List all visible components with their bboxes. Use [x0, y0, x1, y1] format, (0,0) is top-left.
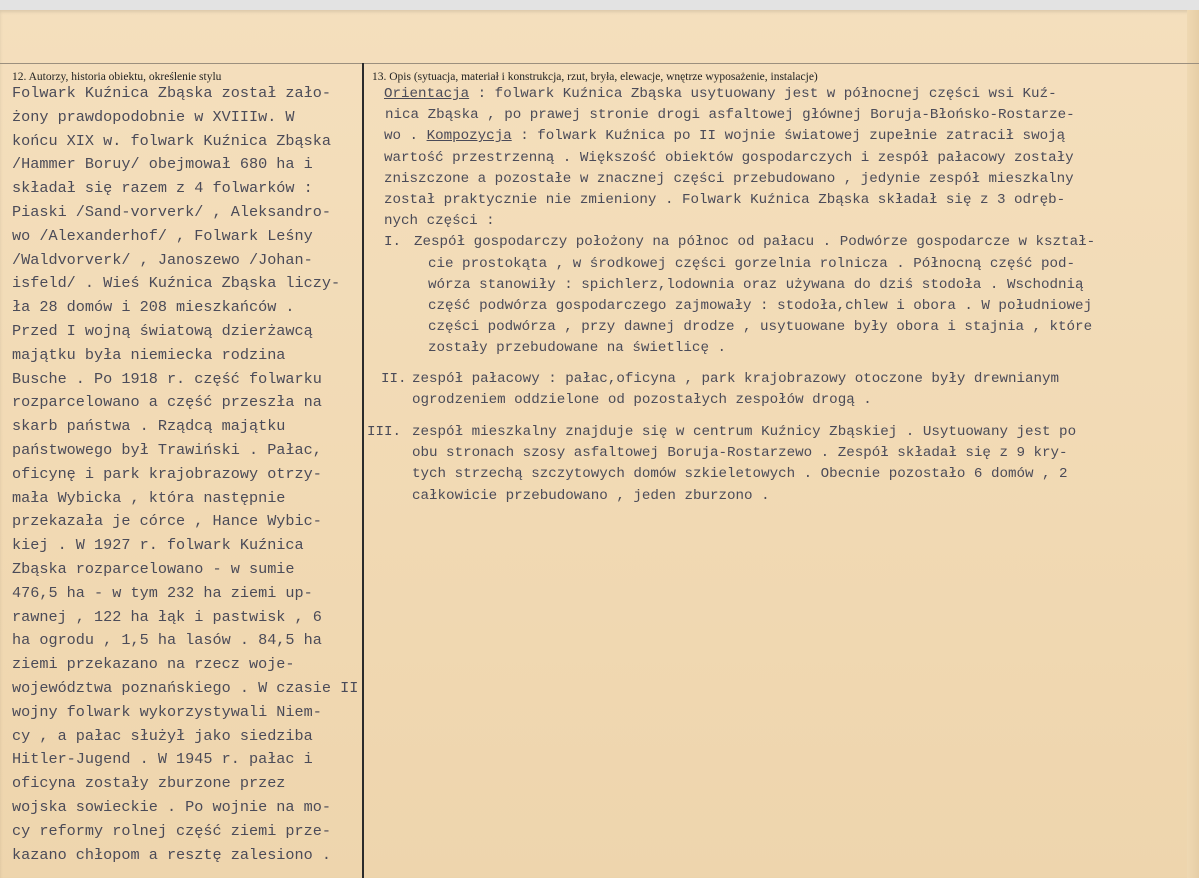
history-line: mała Wybicka , która następnie	[12, 488, 286, 507]
history-line: żony prawdopodobnie w XVIIIw. W	[12, 107, 295, 126]
section-number: I.	[384, 234, 402, 251]
history-line: oficyna zostały zburzone przez	[12, 774, 286, 793]
history-line: rozparcelowano a część przeszła na	[12, 393, 322, 412]
composition-label: Kompozycja	[426, 128, 512, 145]
orientation-label: Orientacja	[384, 86, 470, 102]
history-line: wo /Alexanderhof/ , Folwark Leśny	[12, 226, 313, 245]
description-line: zostały przebudowane na świetlicę .	[428, 340, 726, 357]
description-line: Orientacja : folwark Kuźnica Zbąska usytuowany jest w północnej części wsi Kuź-	[384, 86, 1057, 102]
history-line: Przed I wojną światową dzierżawcą	[12, 321, 313, 340]
description-line: część podwórza gospodarczego zajmowały : stodoła,chlew i obora . W południowej	[428, 298, 1093, 315]
description-section	[384, 232, 1189, 359]
history-line: Hitler-Jugend . W 1945 r. pałac i	[12, 750, 313, 769]
history-line: ziemi przekazano na rzecz woje-	[12, 655, 295, 674]
history-line: skarb państwa . Rządcą majątku	[12, 417, 286, 436]
description-line: nica Zbąska , po prawej stronie drogi asfaltowej głównej Boruja-Błońsko-Rostarze-	[385, 107, 1075, 124]
description-text	[367, 84, 1189, 507]
description-line: tych strzechą szczytowych domów szkieletowych . Obecnie pozostało 6 domów , 2	[412, 466, 1068, 483]
field-12-header: 12. Autorzy, historia obiektu, określenie stylu	[12, 71, 222, 83]
history-line: majątku była niemiecka rodzina	[12, 345, 286, 364]
description-section	[381, 369, 1189, 411]
description-line: zespół pałacowy : pałac,oficyna , park krajobrazowy otoczone były drewnianym	[412, 370, 1060, 387]
history-line: /Waldvorverk/ , Janoszewo /Johan-	[12, 250, 313, 269]
history-text	[12, 82, 357, 867]
description-line: wo . Kompozycja : folwark Kuźnica po II wojnie światowej zupełnie zatracił swoją	[384, 128, 1066, 145]
history-line: isfeld/ . Wieś Kuźnica Zbąska liczy-	[12, 274, 341, 293]
history-line: kiej . W 1927 r. folwark Kuźnica	[12, 536, 304, 555]
description-line: został praktycznie nie zmieniony . Folwark Kuźnica Zbąska składał się z 3 odręb-	[384, 192, 1066, 209]
description-line: cie prostokąta , w środkowej części gorzelnia rolnicza . Północną część pod-	[428, 255, 1076, 272]
description-sections	[367, 232, 1189, 506]
section-number: III.	[367, 424, 402, 441]
description-continuation	[384, 148, 1189, 233]
description-section	[367, 422, 1189, 507]
history-line: ła 28 domów i 208 mieszkańców .	[12, 298, 295, 317]
description-line: Zespół gospodarczy położony na północ od pałacu . Podwórze gospodarcze w kształ-	[414, 234, 1096, 251]
history-line: kazano chłopom a resztę zalesiono .	[12, 845, 331, 864]
history-line: cy reformy rolnej część ziemi prze-	[12, 821, 331, 840]
history-line: oficynę i park krajobrazowy otrzy-	[12, 464, 322, 483]
history-line: przekazała je córce , Hance Wybic-	[12, 512, 322, 531]
history-line: Busche . Po 1918 r. część folwarku	[12, 369, 322, 388]
description-line: zniszczone a pozostałe w znacznej części przebudowano , jedynie zespół mieszkalny	[384, 170, 1074, 187]
header-rule	[0, 63, 1199, 64]
column-divider	[362, 63, 364, 878]
description-line: całkowicie przebudowano , jeden zburzono .	[412, 487, 770, 504]
description-line: zespół mieszkalny znajduje się w centrum Kuźnicy Zbąskiej . Usytuowany jest po	[412, 424, 1077, 441]
history-line: wojska sowieckie . Po wojnie na mo-	[12, 797, 331, 816]
history-line: końcu XIX w. folwark Kuźnica Zbąska	[12, 131, 331, 150]
description-line: wórza stanowiły : spichlerz,lodownia oraz używana do dziś stodoła . Wschodnią	[428, 276, 1084, 293]
history-line: rawnej , 122 ha łąk i pastwisk , 6	[12, 607, 322, 626]
history-line: /Hammer Boruy/ obejmował 680 ha i	[12, 155, 313, 174]
history-line: województwa poznańskiego . W czasie II	[12, 678, 359, 697]
description-line: wartość przestrzenną . Większość obiektów gospodarczych i zespół pałacowy zostały	[384, 149, 1074, 166]
history-line: składał się razem z 4 folwarków :	[12, 179, 313, 198]
history-line: Folwark Kuźnica Zbąska został zało-	[12, 84, 331, 102]
history-line: wojny folwark wykorzystywali Niem-	[12, 702, 322, 721]
history-line: ha ogrodu , 1,5 ha lasów . 84,5 ha	[12, 631, 322, 650]
history-line: Piaski /Sand-vorverk/ , Aleksandro-	[12, 202, 331, 221]
description-line: części podwórza , przy dawnej drodze , usytuowane były obora i stajnia , które	[428, 319, 1093, 336]
history-line: cy , a pałac służył jako siedziba	[12, 726, 313, 745]
history-line: Zbąska rozparcelowano - w sumie	[12, 559, 295, 578]
history-line: 476,5 ha - w tym 232 ha ziemi up-	[12, 583, 313, 602]
description-line: obu stronach szosy asfaltowej Boruja-Rostarzewo . Zespół składał się z 9 kry-	[412, 445, 1068, 462]
description-line: nych części :	[384, 213, 495, 230]
history-line: państwowego był Trawiński . Pałac,	[12, 440, 322, 459]
description-line: ogrodzeniem oddzielone od pozostałych zespołów drogą .	[412, 391, 872, 408]
section-number: II.	[381, 370, 407, 387]
field-13-header: 13. Opis (sytuacja, materiał i konstrukcja, rzut, bryła, elewacje, wnętrze wyposażenie, instalacje)	[372, 71, 818, 83]
